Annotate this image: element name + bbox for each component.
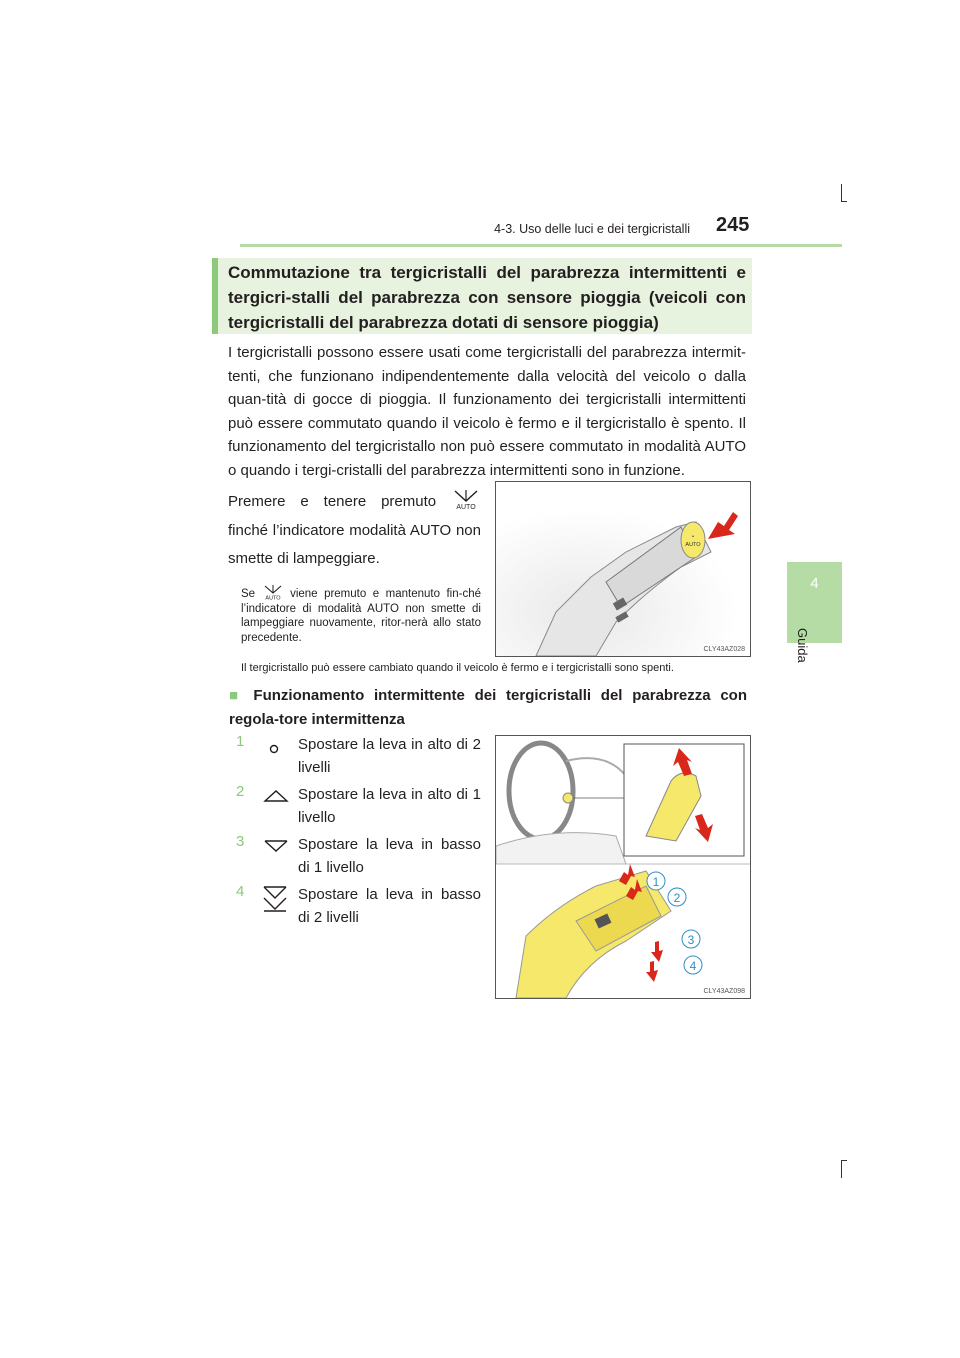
crop-mark-top (841, 184, 842, 202)
bullet-square: ■ (229, 687, 244, 704)
step-number-4: 4 (236, 883, 245, 900)
crop-mark-bottom (841, 1160, 842, 1178)
auto-wiper-icon-small (262, 584, 284, 600)
header-rule (240, 244, 842, 247)
svg-text:3: 3 (687, 933, 695, 947)
wiper-icon-down-2 (260, 884, 290, 919)
chapter-label: Guida (795, 628, 810, 663)
note-text (241, 584, 481, 645)
note-before: Se (241, 588, 256, 600)
auto-wiper-icon (451, 488, 481, 510)
svg-text:4: 4 (689, 959, 697, 973)
page-number: 245 (716, 214, 750, 236)
step-text-2: Spostare la leva in alto di 1 livello (298, 786, 481, 826)
figure1-caption: CLY43AZ028 (703, 646, 745, 653)
svg-text:2: 2 (673, 891, 681, 905)
step-text-4: Spostare la leva in basso di 2 livelli (298, 886, 481, 926)
running-header: 4-3. Uso delle luci e dei tergicristalli (494, 222, 690, 236)
instruction-text (228, 488, 481, 574)
step-number-1: 1 (236, 733, 245, 750)
svg-text:AUTO: AUTO (456, 504, 476, 510)
label-1 (647, 872, 665, 890)
label-3 (682, 930, 700, 948)
wiper-icon-up-1 (262, 785, 290, 810)
figure-auto-button (495, 481, 751, 657)
wiper-icon-down-1 (262, 837, 290, 862)
figure2-caption: CLY43AZ098 (703, 988, 745, 995)
step-text-3: Spostare la leva in basso di 1 livello (298, 836, 481, 876)
step-text-1: Spostare la leva in alto di 2 livelli (298, 736, 481, 776)
svg-text:AUTO: AUTO (264, 595, 281, 600)
instruction-before: Premere e tenere premuto (228, 493, 437, 510)
intro-paragraph: I tergicristalli possono essere usati come tergicristalli del parabrezza intermit-tenti, che funzionano indipendentemente dalla velocità del veicolo o dalla quan-tità di gocce di pioggia. Il funzionamento dei tergicristalli intermittenti può essere commutato quando il veicolo è fermo e il tergicristallo è spento. Il funzionamento del tergicristallo non può essere commutato in modalità AUTO o quando i tergi-cristalli del parabrezza intermittenti sono in funzione. (228, 344, 746, 479)
instruction-after: finché l’indicatore modalità AUTO non smette di lampeggiare. (228, 521, 481, 567)
crop-mark-top-foot (841, 201, 847, 202)
step-number-3: 3 (236, 833, 245, 850)
note-after: viene premuto e mantenuto fin-ché l’indicatore di modalità AUTO non smette di lampeggiare nuovamente, ritor-nerà allo stato precedente. (241, 588, 481, 644)
stalk-illustration-1 (496, 482, 750, 656)
figure-intermittent-lever (495, 735, 751, 999)
crop-mark-bottom-foot (841, 1160, 847, 1161)
chapter-number: 4 (810, 575, 819, 592)
subsection-title-text: Funzionamento intermittente dei tergicristalli del parabrezza con regola-tore intermittenza (229, 687, 748, 728)
label-2 (668, 888, 686, 906)
footnote: Il tergicristallo può essere cambiato quando il veicolo è fermo e i tergicristalli sono spenti. (241, 662, 674, 674)
subsection-title (229, 684, 747, 731)
wiper-icon-up-2 (262, 735, 286, 766)
svg-text:AUTO: AUTO (685, 542, 701, 548)
label-4 (684, 956, 702, 974)
stalk-illustration-2 (496, 736, 750, 998)
section-title: Commutazione tra tergicristalli del parabrezza intermittenti e tergicri-stalli del parabrezza con sensore pioggia (veicoli con tergicristalli del parabrezza dotati di sensore pioggia) (212, 258, 752, 334)
svg-text:⌄: ⌄ (690, 533, 696, 539)
svg-text:1: 1 (652, 875, 660, 889)
step-number-2: 2 (236, 783, 245, 800)
